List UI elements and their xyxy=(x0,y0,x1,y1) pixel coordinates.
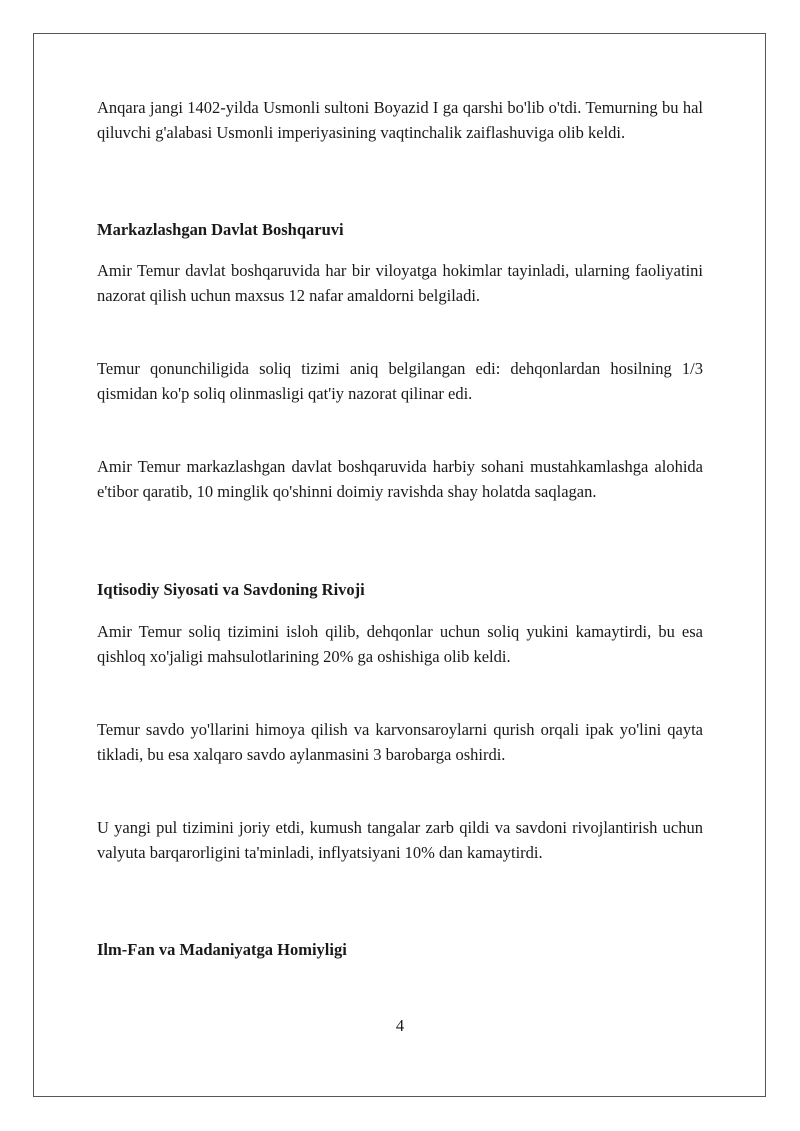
paragraph-tax-reform: Amir Temur soliq tizimini isloh qilib, dehqonlar uchun soliq yukini kamaytirdi, bu esa qishloq xo'jaligi mahsulotlarining 20% ga oshishiga olib keldi. xyxy=(97,622,703,666)
section-heading-science-culture: Ilm-Fan va Madaniyatga Homiyligi xyxy=(97,940,347,959)
section-heading-economic-policy: Iqtisodiy Siyosati va Savdoning Rivoji xyxy=(97,580,365,599)
section-heading-centralized-governance: Markazlashgan Davlat Boshqaruvi xyxy=(97,220,344,239)
paragraph-military: Amir Temur markazlashgan davlat boshqaruvida harbiy sohani mustahkamlashga alohida e'tibor qaratib, 10 minglik qo'shinni doimiy ravishda shay holatda saqlagan. xyxy=(97,457,703,501)
page-number: 4 xyxy=(395,1016,405,1035)
paragraph-silk-road: Temur savdo yo'llarini himoya qilish va karvonsaroylarni qurish orqali ipak yo'lini qayta tikladi, bu esa xalqaro savdo aylanmasini 3 barobarga oshirdi. xyxy=(97,720,703,764)
paragraph-tax-law: Temur qonunchiligida soliq tizimi aniq belgilangan edi: dehqonlardan hosilning 1/3 qismidan ko'p soliq olinmasligi qat'iy nazorat qilinar edi. xyxy=(97,359,703,403)
paragraph-governors: Amir Temur davlat boshqaruvida har bir viloyatga hokimlar tayinladi, ularning faoliyatini nazorat qilish uchun maxsus 12 nafar amaldorni belgiladi. xyxy=(97,261,703,305)
paragraph-monetary-system: U yangi pul tizimini joriy etdi, kumush tangalar zarb qildi va savdoni rivojlantirish uchun valyuta barqarorligini ta'minladi, inflyatsiyani 10% dan kamaytirdi. xyxy=(97,818,703,862)
paragraph-ankara-battle: Anqara jangi 1402-yilda Usmonli sultoni Boyazid I ga qarshi bo'lib o'tdi. Temurning bu hal qiluvchi g'alabasi Usmonli imperiyasining vaqtinchalik zaiflashuviga olib keldi. xyxy=(97,98,703,142)
